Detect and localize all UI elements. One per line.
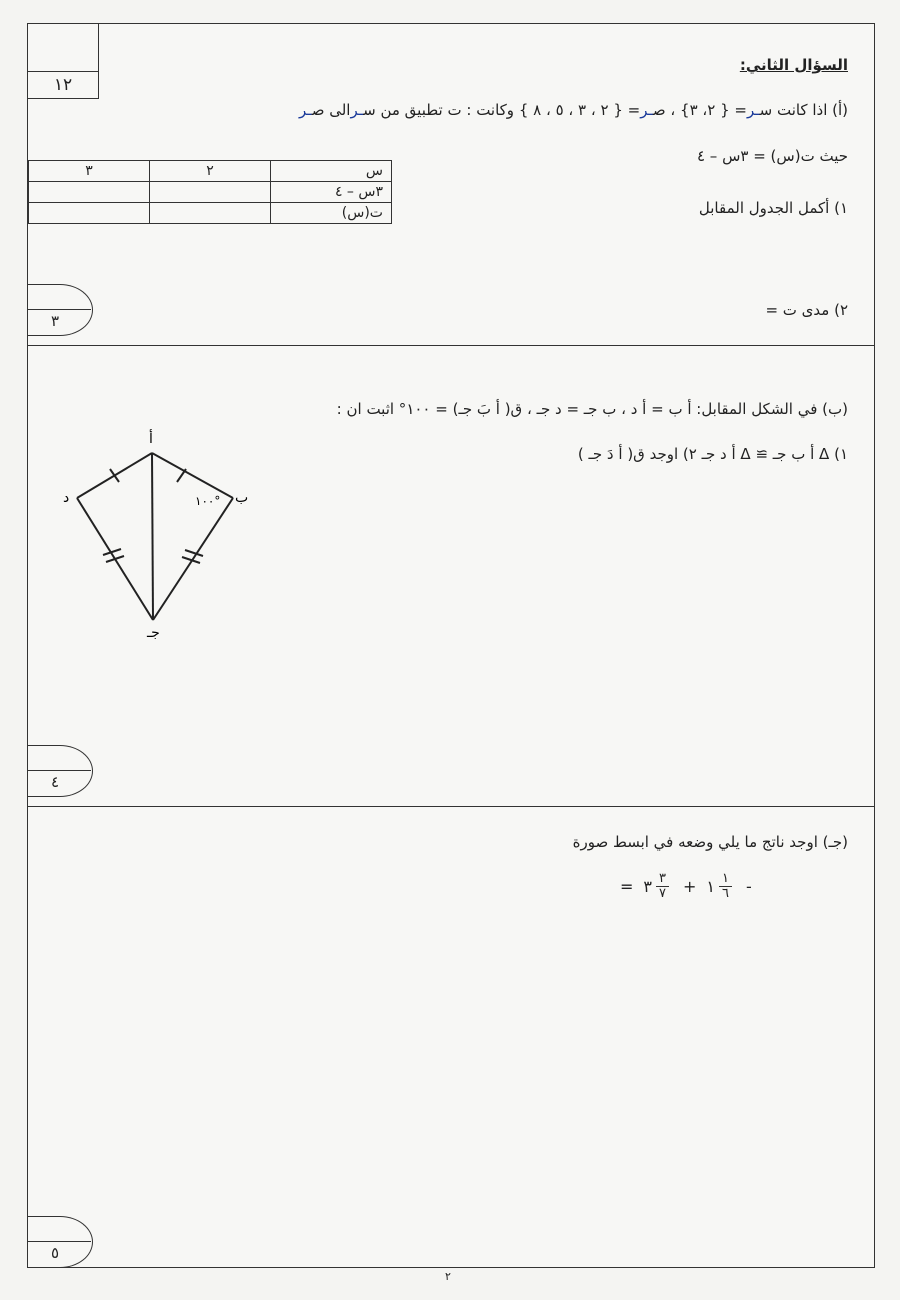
mark-value: ٥: [50, 1244, 60, 1262]
fraction-1-den: ٧: [659, 886, 666, 901]
part-a-line1-mid: = { ٢، ٣} ، ص: [652, 101, 747, 119]
table-cell: [29, 182, 150, 203]
table-cell: س: [271, 161, 392, 182]
double-tick-mark: [106, 556, 124, 562]
table-cell: [29, 203, 150, 224]
question-title: السؤال الثاني:: [739, 56, 848, 74]
mark-line: [27, 770, 91, 771]
fraction-2-den: ٦: [721, 886, 729, 901]
side-bc: [153, 498, 233, 620]
mapping-table: [28, 160, 392, 224]
table-cell: ٣س – ٤: [271, 182, 392, 203]
vertex-label-d: د: [63, 490, 70, 506]
fraction-2-num: ١: [719, 872, 732, 887]
mark-line: [27, 1241, 91, 1242]
table-cell: [150, 203, 271, 224]
part-a-line1-start: (أ) اذا كانت س: [759, 101, 848, 119]
part-c-line1: (جـ) اوجد ناتج ما يلي وضعه في ابسط صورة: [572, 833, 848, 851]
mark-value: ٤: [50, 773, 60, 791]
table-row: [29, 203, 392, 224]
total-score-box: [27, 23, 99, 99]
score-box-line: [27, 71, 99, 72]
part-b-line2: ١) Δ أ ب جـ ≅ Δ أ د جـ ٢) اوجد ق( أ دَ جـ ): [577, 445, 848, 463]
expr-equals: =: [620, 877, 634, 896]
part-a-item2: ٢) مدى ت =: [765, 301, 848, 319]
total-score: ١٢: [53, 75, 73, 95]
section-divider: [27, 345, 875, 346]
part-a-line2: حيث ت(س) = ٣س – ٤: [696, 147, 848, 165]
mark-circle-c: [27, 1216, 93, 1268]
set-y-script: ـر: [640, 101, 653, 119]
angle-label: ١٠٠°: [195, 494, 221, 508]
part-a-line1: [299, 101, 848, 119]
fraction-2: [719, 872, 732, 901]
vertex-label-b: ب: [235, 490, 249, 506]
part-b-line1: (ب) في الشكل المقابل: أ ب = أ د ، ب جـ = د جـ ، ق( أ بَ جـ) = ١٠٠° اثبت ان :: [336, 400, 848, 418]
fraction-1-num: ٣: [656, 872, 669, 887]
table-cell: ٢: [150, 161, 271, 182]
mixed1-whole: ٣: [643, 877, 652, 896]
section-divider: [27, 806, 875, 807]
set-x-script: ـر: [746, 101, 760, 119]
table-row: [29, 182, 392, 203]
table-cell: ٣: [29, 161, 150, 182]
expr-plus: +: [682, 877, 697, 896]
mark-circle-b: [27, 745, 93, 797]
double-tick-mark: [185, 550, 203, 556]
table-cell: ت(س): [271, 203, 392, 224]
part-a-line1-mid2: = { ٢ ، ٣ ، ٥ ، ٨ } وكانت : ت تطبيق من س: [363, 101, 641, 119]
part-a-item1: ١) أكمل الجدول المقابل: [698, 199, 848, 217]
set-y-script-2: ـر: [299, 101, 312, 119]
vertex-label-a: أ: [149, 431, 153, 447]
side-ab: [152, 453, 233, 498]
tick-mark: [110, 469, 119, 482]
mark-value: ٣: [50, 312, 60, 330]
table-cell: [150, 182, 271, 203]
vertex-label-c: جـ: [147, 625, 160, 641]
page-number: ٢: [445, 1270, 451, 1283]
fraction-1: [656, 872, 669, 901]
mixed2-whole: ١: [706, 877, 715, 896]
kite-figure: [55, 425, 265, 650]
diagonal-ac: [152, 453, 153, 620]
mark-line: [27, 309, 91, 310]
fraction-expression: [620, 872, 752, 901]
set-x-script-2: ـر: [350, 101, 364, 119]
table-row: [29, 161, 392, 182]
mark-circle-a: [27, 284, 93, 336]
expr-minus: -: [745, 877, 752, 896]
tick-mark: [177, 469, 186, 482]
part-a-line1-end: الى ص: [311, 101, 351, 119]
